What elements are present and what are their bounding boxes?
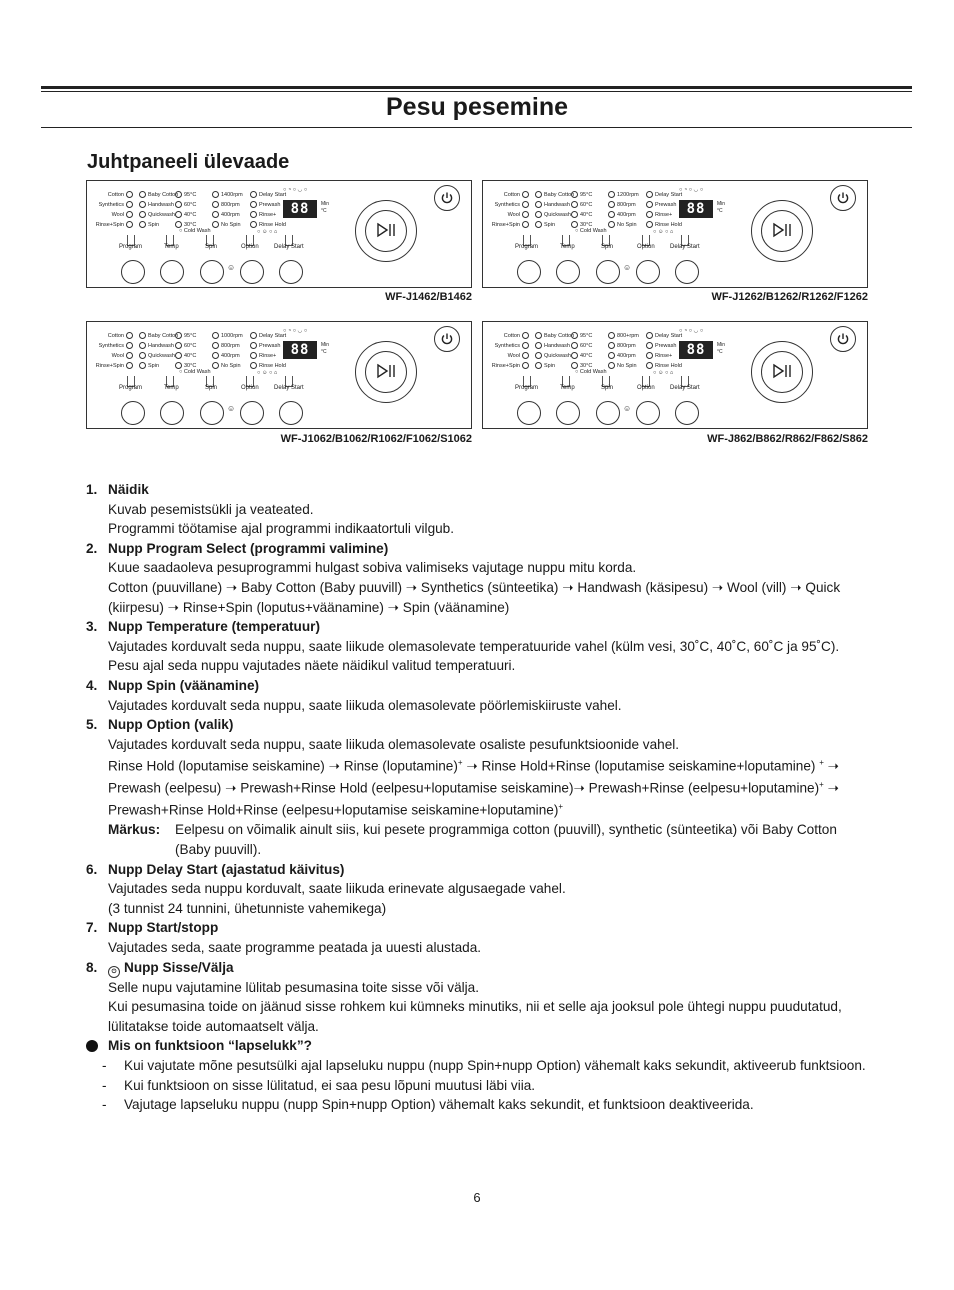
spin-button[interactable] [200, 401, 224, 425]
item-4: 4. Nupp Spin (väänamine) Vajutades korduvalt seda nuppu, saate liikuda olemasolevate pöörlemiskiiruste vahel. [86, 677, 622, 713]
program-label: Cotton [91, 191, 135, 198]
indicator-dot [535, 332, 542, 339]
temp-label: 60°C [173, 201, 196, 208]
item-7: 7. Nupp Start/stopp Vajutades seda, saate programme peatada ja uuesti alustada. [86, 920, 482, 955]
indicator-dot [175, 221, 182, 228]
program-label: Baby Cotton [137, 332, 178, 339]
temp-label: 95°C [569, 191, 592, 198]
indicator-dot [608, 191, 615, 198]
indicator-dot [535, 191, 542, 198]
cold-wash-label: ○ Cold Wash [575, 228, 607, 234]
start-stop-dial[interactable] [751, 341, 813, 403]
cold-wash-label: ○ Cold Wash [179, 228, 211, 234]
indicator-dot [250, 201, 257, 208]
indicator-dot [608, 332, 615, 339]
indicator-dot [571, 201, 578, 208]
indicator-dot [139, 342, 146, 349]
temp-label: 30°C [173, 362, 196, 369]
program-button[interactable] [517, 260, 541, 284]
indicator-dot [175, 211, 182, 218]
program-label: Quickwash [137, 352, 175, 359]
option-button[interactable] [636, 401, 660, 425]
option-label: Rinse+ [644, 352, 672, 359]
play-pause-icon [765, 215, 799, 245]
program-label: Spin [533, 221, 555, 228]
power-icon [440, 191, 454, 205]
control-panel [86, 321, 472, 429]
program-label: Synthetics [487, 201, 531, 208]
power-icon [440, 332, 454, 346]
indicator-dot [139, 191, 146, 198]
item-3: 3. Nupp Temperature (temperatuur) Vajutades korduvalt seda nuppu, saate liikude olemasolevate temperatuuride vahel (külm vesi, 30˚C, 40˚C, 60˚C ja 95˚C). Pesu ajal seda nuppu vajutades näete näidikul valitud temperatuuri. [86, 619, 840, 674]
option-label: Rinse Hold [644, 221, 682, 228]
indicator-dot [139, 332, 146, 339]
childlock-item-1: - Kui vajutate mõne pesutsülki ajal lapseluku nuppu (nupp Spin+nupp Option) vähemalt kaks sekundit, aktiveerub funktsioon. [102, 1057, 866, 1073]
program-label: Handwash [137, 201, 174, 208]
indicator-dot [522, 362, 529, 369]
button-label: Spin [601, 244, 614, 250]
section-title: Juhtpaneeli ülevaade [87, 151, 290, 173]
indicator-dot [646, 201, 653, 208]
indicator-dot [212, 332, 219, 339]
option-label: Delay Start [248, 191, 286, 198]
indicator-dot [175, 362, 182, 369]
childlock-icon: ☺ [227, 404, 236, 413]
spin-button[interactable] [596, 401, 620, 425]
option-button[interactable] [240, 401, 264, 425]
cold-wash-label: ○ Cold Wash [179, 369, 211, 375]
indicator-dot [522, 332, 529, 339]
option-button[interactable] [240, 260, 264, 284]
childlock-icon: ☺ [623, 404, 632, 413]
button-label: Spin [205, 244, 218, 250]
power-button[interactable] [434, 326, 460, 352]
spin-label: 400rpm [606, 352, 636, 359]
indicator-dot [139, 352, 146, 359]
item-1: 1. Näidik Kuvab pesemistsükli ja veateated. Programmi töötamise ajal programmi indikaatortuli vilgub. [86, 482, 455, 537]
spin-label: 800rpm [210, 342, 240, 349]
button-label: Delay Start [670, 385, 700, 391]
indicator-dot [535, 342, 542, 349]
start-stop-dial[interactable] [355, 200, 417, 262]
item-8: 8. ⏻ Nupp Sisse/Välja Selle nupu vajutamine lülitab pesumasina toite sisse või välja. Kui pesumasina toide on jäänud sisse rohkem kui kümneks minutiks, nii et selle aja jooksul pole ühtegi nuppu puudutatud, lülitatakse toide automaatselt välja. [86, 959, 842, 1034]
button-label: Temp [560, 385, 575, 391]
indicator-dot [250, 221, 257, 228]
indicator-dot [522, 342, 529, 349]
button-label: Spin [205, 385, 218, 391]
note: Märkus: Eelpesu on võimalik ainult siis, kui pesete programmiga cotton (puuvill), synthetic (sünteetika) või Baby Cotton (Baby puuvill). [108, 822, 837, 857]
spin-label: 800+rpm [606, 332, 639, 339]
indicator-dot [175, 191, 182, 198]
temp-label: 60°C [569, 342, 592, 349]
temp-label: 95°C [173, 191, 196, 198]
option-label: Rinse+ [248, 211, 276, 218]
digit-display: 88 [283, 200, 317, 218]
indicator-dot [608, 342, 615, 349]
button-label: Delay Start [274, 244, 304, 250]
spin-label: 400rpm [210, 352, 240, 359]
program-label: Spin [137, 362, 159, 369]
temp-label: 30°C [569, 221, 592, 228]
program-label: Rinse+Spin [91, 221, 135, 228]
play-pause-icon [369, 215, 403, 245]
display-units: Min °C [717, 342, 726, 355]
item-5: 5. Nupp Option (valik) Vajutades korduvalt seda nuppu, saate liikuda olemasolevate osaliste pesufunktsioonide vahel. Rinse Hold (loputamise seiskamine) ➝ Rinse (loputamine)+ ➝ Rinse Hold+Rinse (loputamise seiskamine+loputamine) + ➝ Prewash (eelpesu) ➝ Prewash+Rinse Hold (eelpesu+loputamise seiskamine)➝ Prewash+Rinse (eelpesu+loputamine)+ ➝ Prewash+Rinse Hold+Rinse (eelpesu+loputamise seiskamine+loputamine)+ Märkus: Eelpesu on võimalik ainult siis, kui pesete programmiga cotton (puuvill), synthetic (sünteetika) või Baby Cotton (Baby puuvill). [86, 715, 876, 859]
program-label: Rinse+Spin [487, 221, 531, 228]
indicator-dot [571, 342, 578, 349]
program-label: Baby Cotton [533, 332, 574, 339]
program-label: Baby Cotton [137, 191, 178, 198]
program-label: Baby Cotton [533, 191, 574, 198]
indicator-dot [139, 201, 146, 208]
program-label: Spin [533, 362, 555, 369]
indicator-dot [126, 342, 133, 349]
spin-label: No Spin [210, 221, 241, 228]
indicator-dot [522, 201, 529, 208]
digit-display: 88 [283, 341, 317, 359]
spin-label: 400rpm [210, 211, 240, 218]
indicator-dot [571, 362, 578, 369]
title-rule [41, 127, 912, 128]
button-label: Temp [164, 244, 179, 250]
childlock-item-3: - Vajutage lapseluku nuppu (nupp Spin+nupp Option) vähemalt kaks sekundit, et funktsioon deaktiveerida. [102, 1097, 754, 1113]
power-button[interactable] [830, 185, 856, 211]
option-label: Rinse Hold [248, 221, 286, 228]
indicator-dot [126, 362, 133, 369]
start-stop-dial[interactable] [751, 200, 813, 262]
indicator-dot [212, 362, 219, 369]
indicator-dot [126, 221, 133, 228]
program-button[interactable] [517, 401, 541, 425]
indicator-dot [175, 332, 182, 339]
status-icons: ○ ◔ ○ ◡ ○ [679, 328, 704, 334]
indicator-dot [250, 352, 257, 359]
temp-label: 60°C [569, 201, 592, 208]
indicator-dot [250, 332, 257, 339]
indicator-dot [608, 211, 615, 218]
spin-label: No Spin [606, 221, 637, 228]
spin-label: 800rpm [606, 342, 636, 349]
control-panel [482, 180, 868, 288]
childlock-icon: ☺ [227, 263, 236, 272]
button-label: Temp [560, 244, 575, 250]
temp-label: 40°C [569, 352, 592, 359]
option-label: Delay Start [248, 332, 286, 339]
indicator-dot [212, 342, 219, 349]
lock-icons: ○ ☺ ○ ⌂ [653, 229, 674, 235]
indicator-dot [535, 352, 542, 359]
model-label: WF-J862/B862/R862/F862/S862 [707, 433, 868, 445]
indicator-dot [212, 191, 219, 198]
digit-display: 88 [679, 341, 713, 359]
program-label: Wool [91, 211, 135, 218]
option-label: Prewash [248, 201, 280, 208]
indicator-dot [212, 201, 219, 208]
indicator-dot [608, 201, 615, 208]
indicator-dot [646, 342, 653, 349]
indicator-dot [250, 211, 257, 218]
delay-start-button[interactable] [279, 401, 303, 425]
program-label: Quickwash [137, 211, 175, 218]
indicator-dot [126, 332, 133, 339]
program-label: Cotton [91, 332, 135, 339]
option-label: Rinse Hold [644, 362, 682, 369]
status-icons: ○ ◔ ○ ◡ ○ [283, 328, 308, 334]
indicator-dot [535, 362, 542, 369]
indicator-dot [126, 211, 133, 218]
childlock-item-2: - Kui funktsioon on sisse lülitatud, ei saa pesu lõpuni muutusi läbi viia. [102, 1077, 536, 1093]
indicator-dot [646, 191, 653, 198]
power-button[interactable] [830, 326, 856, 352]
power-icon [836, 191, 850, 205]
temp-label: 40°C [173, 352, 196, 359]
spin-label: 1200rpm [606, 191, 639, 198]
indicator-dot [646, 352, 653, 359]
control-panel [86, 180, 472, 288]
childlock-icon: ☺ [623, 263, 632, 272]
indicator-dot [646, 332, 653, 339]
spin-label: 1400rpm [210, 191, 243, 198]
temp-label: 30°C [173, 221, 196, 228]
option-sequence: Rinse Hold (loputamise seiskamine) ➝ Rinse (loputamine)+ ➝ Rinse Hold+Rinse (loputamise seiskamine+loputamine) + ➝ Prewash (eelpesu) ➝ Prewash+Rinse Hold (eelpesu+loputamise seiskamine)➝ Prewash+Rinse (eelpesu+loputamine)+ ➝ Prewash+Rinse Hold+Rinse (eelpesu+loputamise seiskamine+loputamine)+ [108, 758, 840, 818]
lock-icons: ○ ☺ ○ ⌂ [257, 370, 278, 376]
button-label: Option [241, 385, 259, 391]
power-button[interactable] [434, 185, 460, 211]
program-label: Synthetics [91, 201, 135, 208]
indicator-dot [139, 211, 146, 218]
program-label: Rinse+Spin [91, 362, 135, 369]
spin-label: 800rpm [606, 201, 636, 208]
indicator-dot [212, 211, 219, 218]
play-pause-icon [369, 356, 403, 386]
item-2: 2. Nupp Program Select (programmi valimine) Kuue saadaoleva pesuprogrammi hulgast sobiva valimiseks vajutage nuppu mitu korda. Cotton (puuvillane) ➝ Baby Cotton (Baby puuvill) ➝ Synthetics (sünteetika) ➝ Handwash (käsipesu) ➝ Wool (vill) ➝ Quick (kiirpesu) ➝ Rinse+Spin (loputus+väänamine) ➝ Spin (väänamine) [86, 540, 841, 615]
temp-button[interactable] [160, 401, 184, 425]
spin-label: 800rpm [210, 201, 240, 208]
button-label: Program [515, 385, 539, 391]
play-pause-icon [765, 356, 799, 386]
program-label: Handwash [137, 342, 174, 349]
button-label: Option [241, 244, 259, 250]
button-label: Delay Start [274, 385, 304, 391]
indicator-dot [250, 362, 257, 369]
indicator-dot [571, 211, 578, 218]
top-rule-thin [41, 91, 912, 92]
indicator-dot [522, 352, 529, 359]
option-label: Rinse+ [248, 352, 276, 359]
button-label: Option [637, 244, 655, 250]
indicator-dot [646, 362, 653, 369]
program-label: Spin [137, 221, 159, 228]
spin-label: No Spin [210, 362, 241, 369]
program-label: Handwash [533, 342, 570, 349]
program-label: Wool [487, 352, 531, 359]
lock-icons: ○ ☺ ○ ⌂ [257, 229, 278, 235]
indicator-dot [139, 221, 146, 228]
indicator-dot [175, 201, 182, 208]
temp-label: 95°C [569, 332, 592, 339]
indicator-dot [646, 221, 653, 228]
childlock-heading: Mis on funktsioon “lapselukk”? [86, 1036, 876, 1056]
indicator-dot [535, 211, 542, 218]
indicator-dot [126, 352, 133, 359]
button-label: Program [515, 244, 539, 250]
button-label: Program [119, 244, 143, 250]
indicator-dot [212, 221, 219, 228]
indicator-dot [250, 191, 257, 198]
model-label: WF-J1462/B1462 [385, 291, 472, 303]
spin-label: 1000rpm [210, 332, 243, 339]
status-icons: ○ ◔ ○ ◡ ○ [679, 187, 704, 193]
indicator-dot [571, 352, 578, 359]
page-title: Pesu pesemine [385, 93, 569, 121]
spin-label: No Spin [606, 362, 637, 369]
indicator-dot [608, 362, 615, 369]
indicator-dot [522, 221, 529, 228]
temp-label: 40°C [173, 211, 196, 218]
display-units: Min °C [321, 342, 330, 355]
spin-button[interactable] [596, 260, 620, 284]
model-label: WF-J1262/B1262/R1262/F1262 [711, 291, 868, 303]
temp-button[interactable] [556, 260, 580, 284]
indicator-dot [250, 342, 257, 349]
start-stop-dial[interactable] [355, 341, 417, 403]
temp-button[interactable] [556, 401, 580, 425]
indicator-dot [522, 191, 529, 198]
model-label: WF-J1062/B1062/R1062/F1062/S1062 [280, 433, 472, 445]
program-label: Wool [487, 211, 531, 218]
indicator-dot [608, 221, 615, 228]
indicator-dot [175, 352, 182, 359]
option-label: Rinse Hold [248, 362, 286, 369]
temp-label: 40°C [569, 211, 592, 218]
program-label: Handwash [533, 201, 570, 208]
item-6: 6. Nupp Delay Start (ajastatud käivitus) Vajutades seda nuppu korduvalt, saate liikuda erinevate algusaegade vahel. (3 tunnist 24 tunnini, ühetunniste vahemikega) [86, 861, 566, 916]
cold-wash-label: ○ Cold Wash [575, 369, 607, 375]
indicator-dot [646, 211, 653, 218]
page-number: 6 [473, 1190, 481, 1205]
power-icon [836, 332, 850, 346]
program-label: Rinse+Spin [487, 362, 531, 369]
program-label: Cotton [487, 332, 531, 339]
power-icon: ⏻ [108, 966, 120, 978]
temp-label: 95°C [173, 332, 196, 339]
delay-start-button[interactable] [279, 260, 303, 284]
program-button[interactable] [121, 401, 145, 425]
option-button[interactable] [636, 260, 660, 284]
indicator-dot [212, 352, 219, 359]
indicator-dot [126, 191, 133, 198]
indicator-dot [608, 352, 615, 359]
indicator-dot [571, 191, 578, 198]
option-label: Prewash [248, 342, 280, 349]
instructions [86, 480, 876, 1115]
temp-label: 30°C [569, 362, 592, 369]
indicator-dot [571, 332, 578, 339]
indicator-dot [571, 221, 578, 228]
option-label: Delay Start [644, 332, 682, 339]
program-label: Quickwash [533, 211, 571, 218]
program-label: Quickwash [533, 352, 571, 359]
button-label: Program [119, 385, 143, 391]
indicator-dot [535, 201, 542, 208]
indicator-dot [535, 221, 542, 228]
lock-icons: ○ ☺ ○ ⌂ [653, 370, 674, 376]
option-label: Rinse+ [644, 211, 672, 218]
option-label: Delay Start [644, 191, 682, 198]
button-label: Option [637, 385, 655, 391]
program-label: Wool [91, 352, 135, 359]
status-icons: ○ ◔ ○ ◡ ○ [283, 187, 308, 193]
digit-display: 88 [679, 200, 713, 218]
option-label: Prewash [644, 342, 676, 349]
program-button[interactable] [121, 260, 145, 284]
button-label: Spin [601, 385, 614, 391]
temp-label: 60°C [173, 342, 196, 349]
button-label: Temp [164, 385, 179, 391]
spin-label: 400rpm [606, 211, 636, 218]
top-rule [41, 86, 912, 89]
delay-start-button[interactable] [675, 401, 699, 425]
program-label: Cotton [487, 191, 531, 198]
indicator-dot [175, 342, 182, 349]
option-label: Prewash [644, 201, 676, 208]
display-units: Min °C [717, 201, 726, 214]
delay-start-button[interactable] [675, 260, 699, 284]
display-units: Min °C [321, 201, 330, 214]
program-label: Synthetics [91, 342, 135, 349]
program-label: Synthetics [487, 342, 531, 349]
indicator-dot [522, 211, 529, 218]
spin-button[interactable] [200, 260, 224, 284]
indicator-dot [139, 362, 146, 369]
temp-button[interactable] [160, 260, 184, 284]
control-panel [482, 321, 868, 429]
button-label: Delay Start [670, 244, 700, 250]
indicator-dot [126, 201, 133, 208]
